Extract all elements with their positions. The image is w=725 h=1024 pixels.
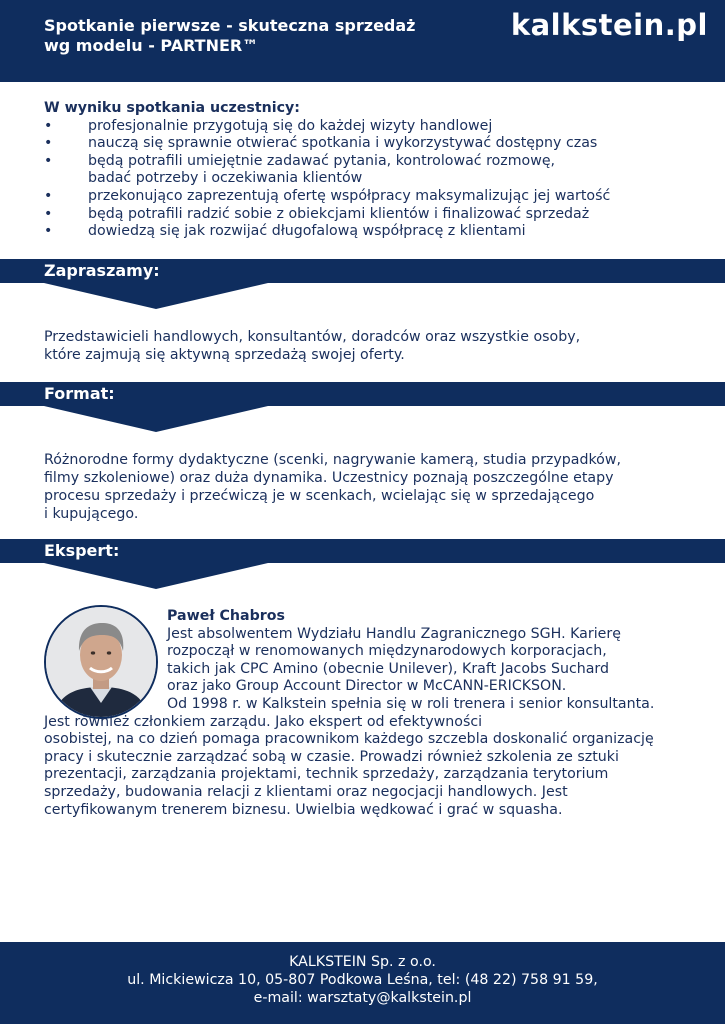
section-heading-invite: Zapraszamy: (44, 261, 160, 280)
bio-line: Jest absolwentem Wydziału Handlu Zagranicznego SGH. Karierę (167, 625, 621, 642)
section-band-format (0, 382, 725, 406)
section-heading-expert: Ekspert: (44, 541, 120, 560)
list-item-text-continued: badać potrzeby i oczekiwania klientów (88, 170, 363, 187)
bullet-icon: • (44, 117, 53, 134)
chevron-down-icon (44, 283, 268, 309)
chevron-down-icon (44, 406, 268, 432)
list-item-text: profesjonalnie przygotują się do każdej wizyty handlowej (88, 117, 493, 134)
footer-company: KALKSTEIN Sp. z o.o. (289, 954, 436, 970)
expert-name: Paweł Chabros (167, 608, 285, 624)
invite-text (44, 328, 684, 364)
footer-email: e-mail: warsztaty@kalkstein.pl (253, 990, 472, 1006)
title-line-1: Spotkanie pierwsze - skuteczna sprzedaż (44, 16, 416, 35)
bullet-icon: • (44, 223, 53, 240)
format-text (44, 451, 684, 523)
section-band-invite (0, 259, 725, 283)
bio-continued: osobistej, na co dzień pomaga pracownikom każdego szczebla doskonalić organizację pracy i skutecznie zarządzać sobą w czasie. Prowadzi również szkolenia ze sztuki prezentacji, zarządzania projektami, technik sprzedaży, zarządzania terytorium sprzedaży, budowania relacji z klientami oraz negocjacji handlowych. Jest certyfikowanym trenerem biznesu. Uwielbia wędkować i grać w squasha. (44, 731, 654, 818)
results-heading: W wyniku spotkania uczestnicy: (44, 100, 300, 116)
format-text-line: Różnorodne formy dydaktyczne (scenki, nagrywanie kamerą, studia przypadków, (44, 452, 621, 468)
footer-bar (0, 942, 725, 1024)
invite-text-line: które zajmują się aktywną sprzedażą swojej oferty. (44, 347, 405, 363)
list-item (44, 135, 694, 153)
list-item (44, 206, 694, 224)
list-item-text: przekonująco zaprezentują ofertę współpracy maksymalizując jej wartość (88, 187, 611, 204)
bullet-icon: • (44, 152, 53, 169)
bio-line: takich jak CPC Amino (obecnie Unilever), Kraft Jacobs Suchard (167, 660, 610, 677)
list-item-text: będą potrafili radzić sobie z obiekcjami klientów i finalizować sprzedaż (88, 205, 590, 222)
expert-bio (44, 608, 684, 819)
format-text-line: filmy szkoleniowe) oraz duża dynamika. Uczestnicy poznają poszczególne etapy (44, 470, 614, 486)
brand-logo: kalkstein.pl (510, 8, 708, 42)
section-band-expert (0, 539, 725, 563)
bio-line: Jest również członkiem zarządu. Jako ekspert od efektywności (44, 713, 483, 730)
title-line-2: wg modelu - PARTNER™ (44, 36, 259, 55)
bullet-icon: • (44, 187, 53, 204)
format-text-line: procesu sprzedaży i przećwiczą je w scenkach, wcielając się w sprzedającego (44, 488, 595, 504)
bio-line: oraz jako Group Account Director w McCANN-ERICKSON. (167, 678, 567, 695)
header-bar (0, 0, 725, 82)
list-item (44, 188, 694, 206)
list-item (44, 223, 694, 241)
results-list (44, 118, 694, 241)
section-heading-format: Format: (44, 384, 115, 403)
list-item-text: będą potrafili umiejętnie zadawać pytania, kontrolować rozmowę, (88, 152, 556, 169)
bio-line: rozpoczął w renomowanych międzynarodowych korporacjach, (167, 643, 607, 660)
invite-text-line: Przedstawicieli handlowych, konsultantów, doradców oraz wszystkie osoby, (44, 329, 581, 345)
list-item (44, 118, 694, 136)
list-item (44, 153, 694, 188)
bullet-icon: • (44, 135, 53, 152)
page-title (44, 16, 504, 56)
format-text-line: i kupującego. (44, 506, 139, 522)
bullet-icon: • (44, 205, 53, 222)
results-section (44, 100, 694, 241)
list-item-text: nauczą się sprawnie otwierać spotkania i wykorzystywać dostępny czas (88, 135, 598, 152)
chevron-down-icon (44, 563, 268, 589)
list-item-text: dowiedzą się jak rozwijać długofalową współpracę z klientami (88, 223, 526, 240)
footer-address: ul. Mickiewicza 10, 05-807 Podkowa Leśna, tel: (48 22) 758 91 59, (127, 972, 598, 988)
bio-line: Od 1998 r. w Kalkstein spełnia się w roli trenera i senior konsultanta. (167, 695, 655, 712)
photo-spacer (44, 608, 167, 713)
